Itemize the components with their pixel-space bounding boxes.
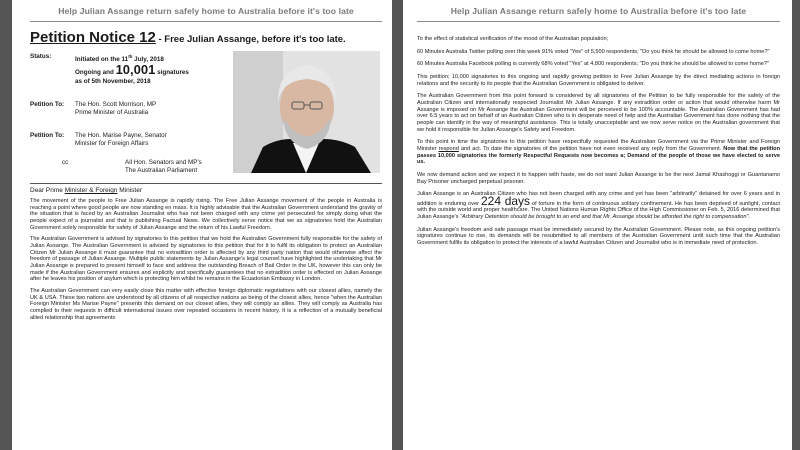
facebook-poll: 60 Minutes Australia Facebook polling is currently 68% voted "Yes" at 4,800 respondents; "Do you think he should be allowed to come home?" (417, 61, 769, 68)
paragraph: To the effect of statistical verification of the mood of the Australian population; (417, 36, 609, 42)
paragraph: Julian Assange is an Australian Citizen who has not been charged with any crime and yet has been "arbitrarily" detained for over 6 years and in addition is enduring over 224 days of torture in the form of continuous solitary confinement. He has been deprived of sunlight, contact with the outside world and proper healthcare. The United Nations Human Rights Office of the High Commissioner on Feb. 5, 2016 determined that Julian Assange's "Arbitrary Detention should be brought to an end and that Mr. Assange should be afforded the right to compensation". (417, 191, 780, 221)
paragraph: To this point in time the signatories to this petition have respectfully requested the Australian Government via the Prime Minister and Foreign Minister respond and act. To date the signatories of the petition have not even received any reply from the Government. Now that the petition passes 10,000 signatories the formerly Respectful Requests now becomes a; Demand of the people of those we have elected to serve us. (417, 139, 781, 166)
salutation: Dear Prime Minister & Foreign Minister (30, 187, 142, 194)
paragraph: The Australian Government from this point forward is considered by all signatories of the Petition to be fully responsible for the safety of the Australian Citizen and internationally respected Journalist Mr Julian Assange. If any extradition order or action that would otherwise harm Mr Assange is imposed on Mr Assange the Australian Government will be perceived to be 100% accountable. The Australian Government has had over 6.5 years to act on behalf of an Australian Citizen who is in desperate need of help and the Australian Government has done nothing that the people can identify in the way of meaningful assistance. This is totally unacceptable and we now serve notice on the Australian government that we hold it responsible for Julian Assange's Safety and Freedom. (417, 93, 780, 133)
demand-statement: Now that the petition passes 10,000 signatories the formerly Respectful Requests now becomes a; Demand of the people of those we have elected to serve us. (417, 145, 781, 166)
petition-meta: Status: Initiated on the 11th July, 2018 Ongoing and 10,001 signatures as of 5th November, 2018 Petition To: The Hon. Scott Morrison, MP Prime Minister of Australia Petition To: The Hon. Marise Payne, Senator Minister for Foreign Affairs cc All Hon. Senators and MP's The Australian Parliament (30, 49, 382, 179)
paragraph: We now demand action and we expect it to happen with haste, we do not want Julian Assange to be the next Jamal Khashoggi or Guantanamo Bay Prisoner uncharged perpetual prisoner. (417, 171, 780, 185)
notice-label: Petition Notice 12 (30, 29, 156, 46)
detention-days: 224 days (480, 193, 531, 208)
petition-notice-title (30, 29, 382, 49)
paragraph: The Australian Government is advised by signatories to this petition that we hold the Australian Government fully responsible for the safety of Julian Assange. The Australian Government is advised by signatories to this petition that for it to fulfil its obligation to protect an Australian Citizen Mr Julian Assange it must guarantee that no extradition order is affected by any third party nation that would otherwise affect the freedom of passage of Julian Assange. Multiple public statements by Julian Assange's legal counsel have highlighted the undertaking that Mr Julian Assange is prepared to present himself to face and address the outstanding Breach of Bail Order in the UK, however this can only be made if the Australian Government ensures and explicitly and specifically guarantees that no extradition order is effected on Julian Assange after he leaves his position of asylum which is protecting him whilst he remains in the Ecuadorian Embassy in London. (30, 236, 382, 283)
status-value: Initiated on the 11th July, 2018 Ongoing and 10,001 signatures as of 5th November, 2018 (75, 54, 189, 85)
divider (30, 183, 382, 184)
paragraph: The movement of the people to Free Julian Assange is rapidly rising. The Free Julian Assange movement of the people in Australia is reaching a point where good people are now standing en mass. It is highly advisable that the Australian Government understand the gravity of the situation that is faced by an Australian Journalist who has not been charged with any crime yet persecuted for simply doing what the people expect of a journalist and that is publishing Factual News. We collectively serve notice that we as signatories hold the Australian Government solely responsible for safety of Julian Assange and the return of his Lawful Freedom. (30, 198, 382, 231)
notice-subtitle: - Free Julian Assange, before it's too late. (155, 34, 346, 45)
page-header: Help Julian Assange return safely home to Australia before it's too late (417, 0, 780, 22)
status-label: Status: (30, 53, 52, 60)
portrait-photo (233, 51, 380, 173)
paragraph: This petition; 10,000 signatories to this ongoing and rapidly growing petition to Free Julian Assange by the direct mediating actions in foreign relations and the security to its people that the Australian Government is obligated to deliver. (417, 73, 780, 87)
twitter-poll: 60 Minutes Australia Twitter polling over this week 91% voted "Yes" of 5,500 respondents; "Do you think he should be allowed to come home?" (417, 48, 770, 55)
document-page-1 (12, 0, 392, 450)
paragraph: The Australian Government can very easily close this matter with effective foreign diplomatic negotiations with our closest allies, namely the UK & USA. These two nations are understood by all citizens of all respective nations as being of the closest allies, hence "when the Australian Foreign Minister Ms Marise Payne" presents this demand on our closest allies, they will comply as allies. They will comply as Australia has complied to their requests in difficult international issues over repeated occasions in recent history. It is a reflection of a mutually beneficial allied relationship that agreements (30, 287, 382, 321)
signature-count: 10,001 (115, 61, 156, 77)
portrait-image (233, 51, 380, 173)
document-page-2 (403, 0, 792, 450)
paragraph: Julian Assange's freedom and safe passage must be immediately secured by the Australian Government. Please note, as this ongoing petition's signatures continue to rise, its demands will be resubmitted to all members of the Australian Government until such time that the Australian Government fulfils its obligation to protect the interests of a lawful Australian Citizen and Journalist who is in immediate need of protection. (417, 226, 780, 247)
page-header: Help Julian Assange return safely home to Australia before it's too late (30, 0, 382, 22)
